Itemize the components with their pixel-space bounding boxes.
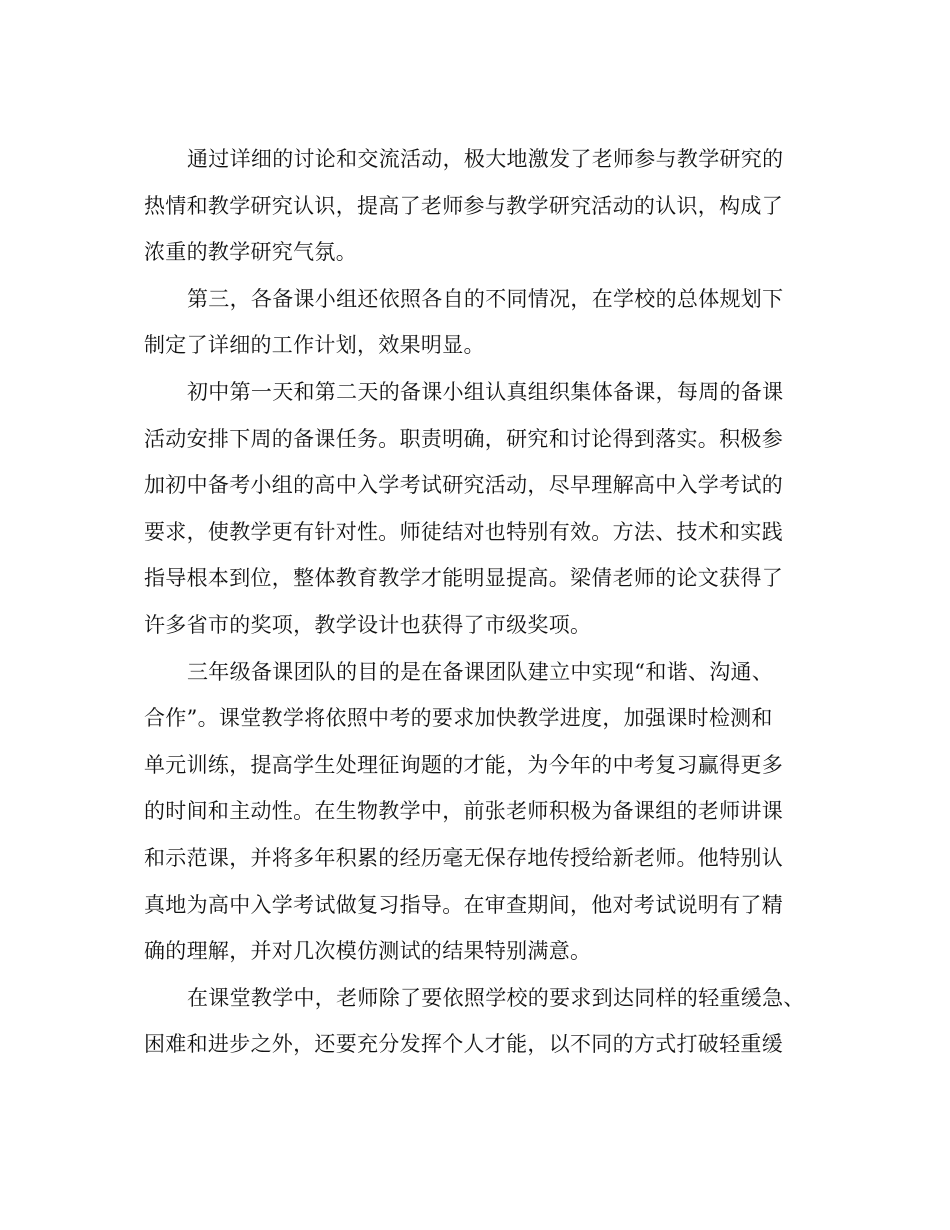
- paragraph-3-line-3: 加初中备考小组的高中入学考试研究活动，尽早理解高中入学考试的: [144, 473, 783, 498]
- paragraph-4-line-4: 的时间和主动性。在生物教学中，前张老师积极为备课组的老师讲课: [144, 799, 783, 824]
- paragraph-3-line-6: 许多省市的奖项，教学设计也获得了市级奖项。: [144, 612, 592, 637]
- document-page: [144, 136, 824, 1068]
- paragraph-1-line-3: 浓重的教学研究气氛。: [144, 240, 357, 265]
- paragraph-2-line-1: 第三，各备课小组还依照各自的不同情况，在学校的总体规划下: [187, 286, 784, 311]
- paragraph-5-line-1: 在课堂教学中，老师除了要依照学校的要求到达同样的轻重缓急、: [187, 985, 805, 1010]
- paragraph-4-line-1: 三年级备课团队的目的是在备课团队建立中实现“和谐、沟通、: [187, 659, 774, 684]
- paragraph-4-line-3: 单元训练，提高学生处理征询题的才能，为今年的中考复习赢得更多: [144, 752, 783, 777]
- paragraph-4-line-5: 和示范课，并将多年积累的经历毫无保存地传授给新老师。他特别认: [144, 845, 783, 870]
- paragraph-3-line-5: 指导根本到位，整体教育教学才能明显提高。梁倩老师的论文获得了: [144, 566, 783, 591]
- paragraph-2-line-2: 制定了详细的工作计划，效果明显。: [144, 333, 485, 358]
- paragraph-3-line-4: 要求，使教学更有针对性。师徒结对也特别有效。方法、技术和实践: [144, 519, 783, 544]
- paragraph-4-line-6: 真地为高中入学考试做复习指导。在审查期间，他对考试说明有了精: [144, 892, 783, 917]
- paragraph-4-line-7: 确的理解，并对几次模仿测试的结果特别满意。: [144, 939, 592, 964]
- paragraph-4-line-2: 合作”。课堂教学将依照中考的要求加快教学进度，加强课时检测和: [144, 706, 773, 731]
- paragraph-3-line-2: 活动安排下周的备课任务。职责明确，研究和讨论得到落实。积极参: [144, 426, 783, 451]
- paragraph-3-line-1: 初中第一天和第二天的备课小组认真组织集体备课，每周的备课: [187, 379, 784, 404]
- paragraph-5-line-2: 困难和进步之外，还要充分发挥个人才能，以不同的方式打破轻重缓: [144, 1032, 783, 1057]
- paragraph-1-line-1: 通过详细的讨论和交流活动，极大地激发了老师参与教学研究的: [187, 147, 784, 171]
- paragraph-1-line-2: 热情和教学研究认识，提高了老师参与教学研究活动的认识，构成了: [144, 193, 783, 218]
